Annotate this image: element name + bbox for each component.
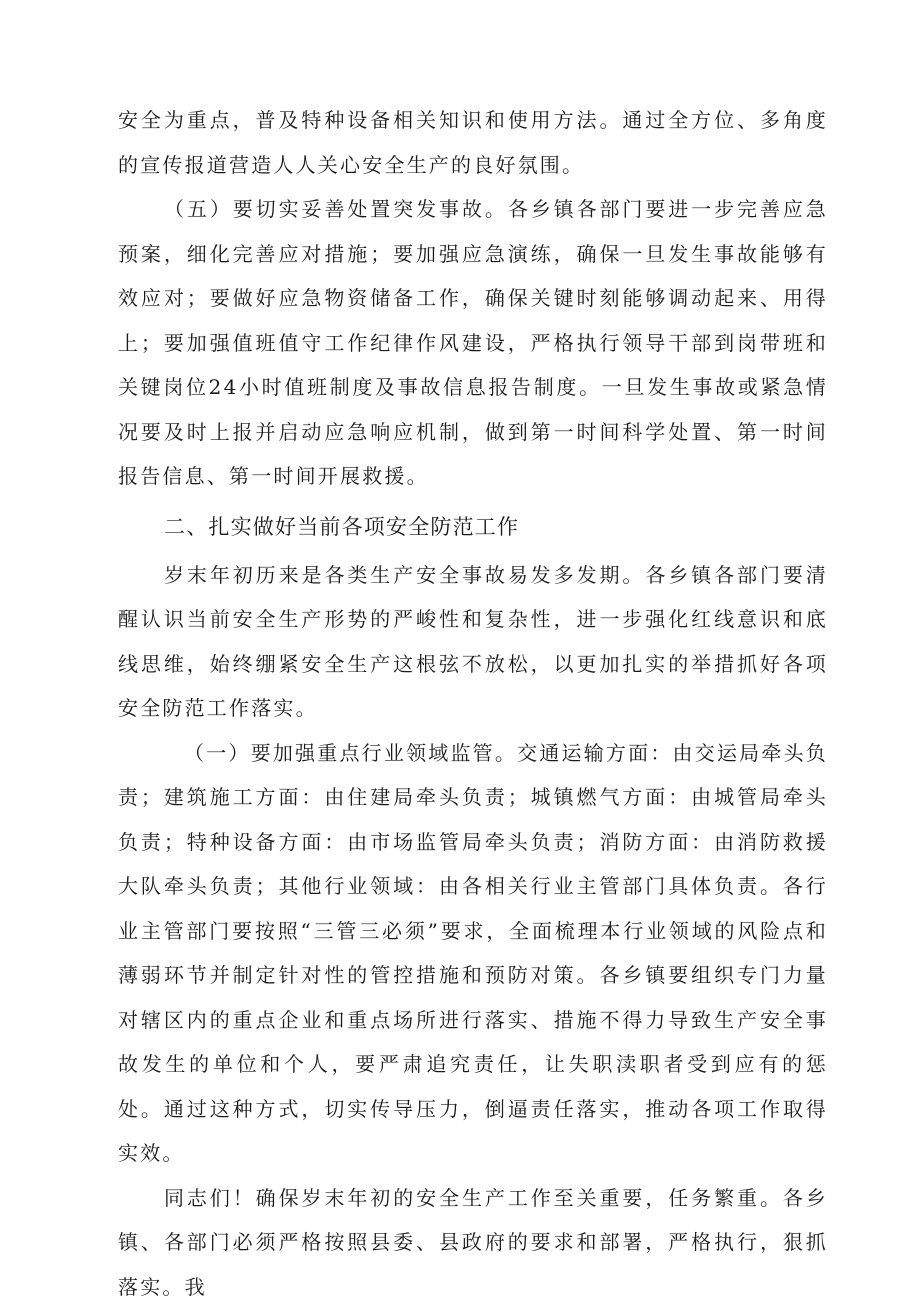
paragraph-publicity-continuation: 安全为重点，普及特种设备相关知识和使用方法。通过全方位、多角度的宣传报道营造人人关心安全生产的良好氛围。 [118, 98, 828, 187]
paragraph-emergency-handling: （五）要切实妥善处置突发事故。各乡镇各部门要进一步完善应急预案，细化完善应对措施；要加强应急演练，确保一旦发生事故能够有效应对；要做好应急物资储备工作，确保关键时刻能够调动起来、用得上；要加强值班值守工作纪律作风建设，严格执行领导干部到岗带班和关键岗位24小时值班制度及事故信息报告制度。一旦发生事故或紧急情况要及时上报并启动应急响应机制，做到第一时间科学处置、第一时间报告信息、第一时间开展救援。 [118, 187, 828, 499]
section-heading-two: 二、扎实做好当前各项安全防范工作 [118, 503, 828, 551]
paragraph-year-end-risk: 岁末年初历来是各类生产安全事故易发多发期。各乡镇各部门要清醒认识当前安全生产形势的严峻性和复杂性，进一步强化红线意识和底线思维，始终绷紧安全生产这根弦不放松，以更加扎实的举措抓好各项安全防范工作落实。 [118, 553, 828, 731]
document-body [118, 98, 828, 1309]
paragraph-closing-remarks: 同志们！确保岁末年初的安全生产工作至关重要，任务繁重。各乡镇、各部门必须严格按照县委、县政府的要求和部署，严格执行，狠抓落实。我 [118, 1176, 828, 1309]
paragraph-industry-supervision: （一）要加强重点行业领域监管。交通运输方面：由交运局牵头负责；建筑施工方面：由住建局牵头负责；城镇燃气方面：由城管局牵头负责；特种设备方面：由市场监管局牵头负责；消防方面：由消防救援大队牵头负责；其他行业领域：由各相关行业主管部门具体负责。各行业主管部门要按照“三管三必须”要求，全面梳理本行业领域的风险点和薄弱环节并制定针对性的管控措施和预防对策。各乡镇要组织专门力量对辖区内的重点企业和重点场所进行落实、措施不得力导致生产安全事故发生的单位和个人，要严肃追究责任，让失职渎职者受到应有的惩处。通过这种方式，切实传导压力，倒逼责任落实，推动各项工作取得实效。 [118, 731, 828, 1176]
